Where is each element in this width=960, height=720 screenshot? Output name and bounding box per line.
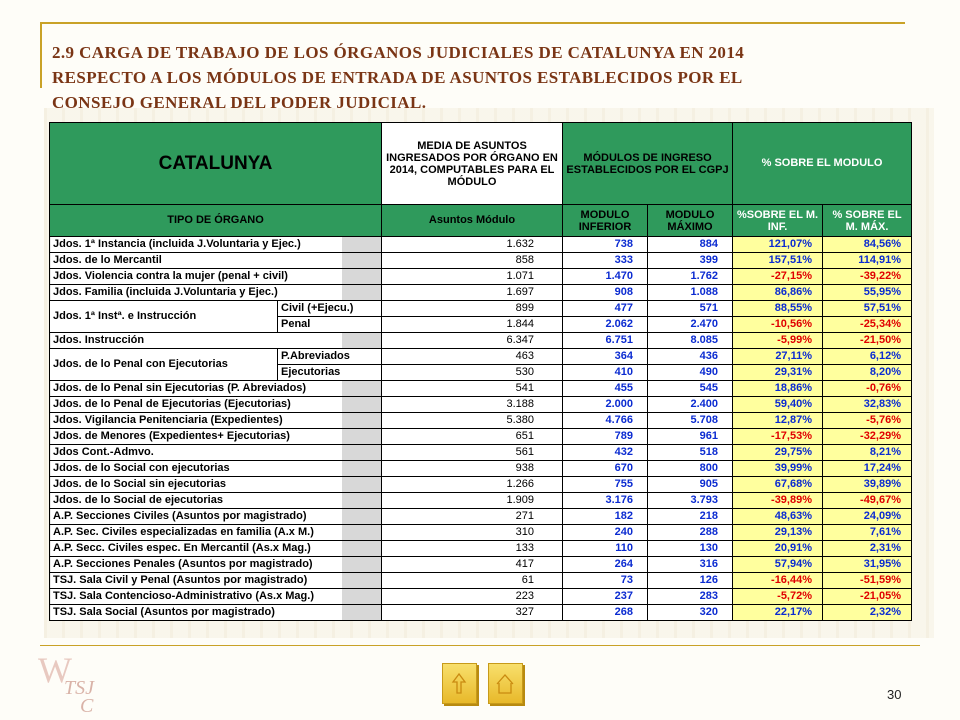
module-maximo-cell: 3.793 (648, 493, 733, 509)
organ-type-cell: Jdos. de lo Social de ejecutorias (50, 493, 382, 509)
module-maximo-cell: 399 (648, 253, 733, 269)
pct-inferior-cell: 157,51% (733, 253, 823, 269)
home-icon (489, 664, 522, 703)
table-row (50, 397, 912, 413)
table-row (50, 333, 912, 349)
module-maximo-cell: 5.708 (648, 413, 733, 429)
module-maximo-cell: 961 (648, 429, 733, 445)
organ-type-cell: Jdos. de lo Penal de Ejecutorias (Ejecutorias) (50, 397, 382, 413)
pct-inferior-cell: 67,68% (733, 477, 823, 493)
table-row (50, 253, 912, 269)
asuntos-cell: 417 (382, 557, 563, 573)
table-row (50, 477, 912, 493)
organ-type-cell: Jdos. Vigilancia Penitenciaria (Expedientes) (50, 413, 382, 429)
module-inferior-cell: 410 (563, 365, 648, 381)
pct-maximo-cell: 39,89% (823, 477, 912, 493)
asuntos-cell: 1.632 (382, 237, 563, 253)
module-inferior-cell: 333 (563, 253, 648, 269)
previous-button[interactable] (442, 663, 477, 704)
asuntos-cell: 133 (382, 541, 563, 557)
organ-type-cell: A.P. Secc. Civiles espec. En Mercantil (As.x Mag.) (50, 541, 382, 557)
asuntos-cell: 327 (382, 605, 563, 621)
table-row (50, 349, 912, 365)
module-maximo-cell: 316 (648, 557, 733, 573)
module-maximo-cell: 800 (648, 461, 733, 477)
module-maximo-cell: 320 (648, 605, 733, 621)
pct-inferior-cell: -5,99% (733, 333, 823, 349)
pct-maximo-cell: 114,91% (823, 253, 912, 269)
module-maximo-cell: 218 (648, 509, 733, 525)
pct-maximo-cell: -49,67% (823, 493, 912, 509)
module-inferior-cell: 3.176 (563, 493, 648, 509)
asuntos-cell: 561 (382, 445, 563, 461)
module-inferior-cell: 789 (563, 429, 648, 445)
module-maximo-cell: 283 (648, 589, 733, 605)
table-row (50, 509, 912, 525)
pct-inferior-cell: 20,91% (733, 541, 823, 557)
module-maximo-cell: 2.400 (648, 397, 733, 413)
pct-maximo-cell: -5,76% (823, 413, 912, 429)
pct-maximo-cell: -51,59% (823, 573, 912, 589)
module-maximo-cell: 571 (648, 301, 733, 317)
pct-maximo-cell: 57,51% (823, 301, 912, 317)
pct-inferior-cell: -16,44% (733, 573, 823, 589)
svg-text:TSJ: TSJ (64, 677, 94, 699)
module-inferior-cell: 4.766 (563, 413, 648, 429)
media-header: MEDIA DE ASUNTOS INGRESADOS POR ÓRGANO EN 2014, COMPUTABLES PARA EL MÓDULO (382, 123, 563, 205)
module-inferior-cell: 264 (563, 557, 648, 573)
asuntos-cell: 899 (382, 301, 563, 317)
module-maximo-cell: 8.085 (648, 333, 733, 349)
module-maximo-cell: 1.762 (648, 269, 733, 285)
organ-subtype-cell: P.Abreviados (278, 349, 382, 365)
left-rule (40, 22, 42, 88)
asuntos-cell: 5.380 (382, 413, 563, 429)
pct-inferior-cell: 27,11% (733, 349, 823, 365)
organ-type-cell: TSJ. Sala Civil y Penal (Asuntos por magistrado) (50, 573, 382, 589)
organ-type-cell: Jdos. 1ª Instª. e Instrucción (50, 301, 278, 333)
asuntos-cell: 1.909 (382, 493, 563, 509)
table-row (50, 557, 912, 573)
module-inferior-cell: 1.470 (563, 269, 648, 285)
module-inferior-cell: 182 (563, 509, 648, 525)
table-row (50, 269, 912, 285)
module-inferior-cell: 364 (563, 349, 648, 365)
module-inferior-cell: 455 (563, 381, 648, 397)
module-maximo-cell: 490 (648, 365, 733, 381)
organ-type-cell: Jdos Cont.-Admvo. (50, 445, 382, 461)
organ-type-cell: Jdos. 1ª Instancia (incluida J.Voluntaria y Ejec.) (50, 237, 382, 253)
asuntos-cell: 938 (382, 461, 563, 477)
organ-type-cell: Jdos. de lo Penal con Ejecutorias (50, 349, 278, 381)
organ-type-cell: A.P. Secciones Civiles (Asuntos por magistrado) (50, 509, 382, 525)
module-inferior-cell: 2.062 (563, 317, 648, 333)
asuntos-cell: 1.266 (382, 477, 563, 493)
asuntos-cell: 61 (382, 573, 563, 589)
organ-subtype-cell: Penal (278, 317, 382, 333)
pct-maximo-cell: 84,56% (823, 237, 912, 253)
table-row (50, 413, 912, 429)
module-maximo-cell: 288 (648, 525, 733, 541)
pct-maximo-cell: -21,05% (823, 589, 912, 605)
module-maximo-cell: 2.470 (648, 317, 733, 333)
organ-type-cell: Jdos. de Menores (Expedientes+ Ejecutorias) (50, 429, 382, 445)
asuntos-cell: 858 (382, 253, 563, 269)
organ-type-cell: A.P. Sec. Civiles especializadas en familia (A.x M.) (50, 525, 382, 541)
asuntos-cell: 530 (382, 365, 563, 381)
asuntos-cell: 223 (382, 589, 563, 605)
asuntos-cell: 463 (382, 349, 563, 365)
asuntos-cell: 6.347 (382, 333, 563, 349)
organ-type-cell: TSJ. Sala Contencioso-Administrativo (As.x Mag.) (50, 589, 382, 605)
organ-type-cell: A.P. Secciones Penales (Asuntos por magistrado) (50, 557, 382, 573)
pct-inferior-cell: 29,75% (733, 445, 823, 461)
asuntos-cell: 1.071 (382, 269, 563, 285)
pct-inferior-cell: 59,40% (733, 397, 823, 413)
tipo-header: TIPO DE ÓRGANO (50, 205, 382, 237)
module-maximo-cell: 1.088 (648, 285, 733, 301)
module-inferior-cell: 738 (563, 237, 648, 253)
pct-maximo-cell: 17,24% (823, 461, 912, 477)
svg-text:C: C (80, 695, 94, 714)
organ-type-cell: Jdos. Violencia contra la mujer (penal + civil) (50, 269, 382, 285)
pct-inferior-cell: 22,17% (733, 605, 823, 621)
pct-maximo-cell: 7,61% (823, 525, 912, 541)
pct-maximo-cell: 6,12% (823, 349, 912, 365)
pct-maximo-cell: 8,20% (823, 365, 912, 381)
asuntos-cell: 310 (382, 525, 563, 541)
module-maximo-cell: 126 (648, 573, 733, 589)
asuntos-header: Asuntos Módulo (382, 205, 563, 237)
modulos-header: MÓDULOS DE INGRESO ESTABLECIDOS POR EL CGPJ (563, 123, 733, 205)
table-row (50, 525, 912, 541)
asuntos-cell: 3.188 (382, 397, 563, 413)
organ-type-cell: TSJ. Sala Social (Asuntos por magistrado) (50, 605, 382, 621)
pct-inferior-cell: -10,56% (733, 317, 823, 333)
table-row (50, 445, 912, 461)
workload-table (49, 122, 912, 621)
module-inferior-cell: 908 (563, 285, 648, 301)
pct-max-header: % SOBRE EL M. MÁX. (823, 205, 912, 237)
title-line: RESPECTO A LOS MÓDULOS DE ENTRADA DE ASUNTOS ESTABLECIDOS POR EL (52, 68, 743, 87)
module-inferior-cell: 477 (563, 301, 648, 317)
pct-inferior-cell: 18,86% (733, 381, 823, 397)
home-button[interactable] (488, 663, 523, 704)
table-row (50, 605, 912, 621)
organ-subtype-cell: Civil (+Ejecu.) (278, 301, 382, 317)
pct-maximo-cell: 2,31% (823, 541, 912, 557)
table-row (50, 285, 912, 301)
pct-inferior-cell: 29,13% (733, 525, 823, 541)
title-line: CONSEJO GENERAL DEL PODER JUDICIAL. (52, 93, 427, 112)
pct-maximo-cell: -39,22% (823, 269, 912, 285)
module-maximo-cell: 130 (648, 541, 733, 557)
up-arrow-icon (443, 664, 476, 703)
pct-inferior-cell: 88,55% (733, 301, 823, 317)
organ-type-cell: Jdos. de lo Social sin ejecutorias (50, 477, 382, 493)
module-inferior-cell: 240 (563, 525, 648, 541)
bottom-rule (40, 645, 920, 646)
module-maximo-cell: 518 (648, 445, 733, 461)
organ-type-cell: Jdos. Instrucción (50, 333, 382, 349)
table-body (50, 123, 912, 621)
table-row (50, 381, 912, 397)
tsj-logo-icon (36, 648, 106, 714)
pct-inferior-cell: 57,94% (733, 557, 823, 573)
table-row (50, 541, 912, 557)
pct-inferior-cell: 121,07% (733, 237, 823, 253)
pct-inferior-cell: 39,99% (733, 461, 823, 477)
pct-maximo-cell: 31,95% (823, 557, 912, 573)
region-header: CATALUNYA (50, 123, 382, 205)
pct-inferior-cell: 86,86% (733, 285, 823, 301)
pct-header: % SOBRE EL MODULO (733, 123, 912, 205)
pct-maximo-cell: 8,21% (823, 445, 912, 461)
module-inferior-cell: 268 (563, 605, 648, 621)
mod-max-header: MODULO MÁXIMO (648, 205, 733, 237)
module-inferior-cell: 670 (563, 461, 648, 477)
organ-type-cell: Jdos. Familia (incluida J.Voluntaria y Ejec.) (50, 285, 382, 301)
table-row (50, 573, 912, 589)
asuntos-cell: 1.697 (382, 285, 563, 301)
asuntos-cell: 271 (382, 509, 563, 525)
pct-maximo-cell: -0,76% (823, 381, 912, 397)
table-row (50, 461, 912, 477)
pct-maximo-cell: -25,34% (823, 317, 912, 333)
module-inferior-cell: 237 (563, 589, 648, 605)
pct-inferior-cell: 12,87% (733, 413, 823, 429)
table-row (50, 493, 912, 509)
pct-inferior-cell: -5,72% (733, 589, 823, 605)
organ-type-cell: Jdos. de lo Mercantil (50, 253, 382, 269)
title-line: 2.9 CARGA DE TRABAJO DE LOS ÓRGANOS JUDICIALES DE CATALUNYA EN 2014 (52, 43, 745, 62)
module-inferior-cell: 73 (563, 573, 648, 589)
pct-inferior-cell: -27,15% (733, 269, 823, 285)
module-maximo-cell: 905 (648, 477, 733, 493)
mod-inf-header: MODULO INFERIOR (563, 205, 648, 237)
module-inferior-cell: 2.000 (563, 397, 648, 413)
module-maximo-cell: 884 (648, 237, 733, 253)
module-maximo-cell: 545 (648, 381, 733, 397)
module-inferior-cell: 755 (563, 477, 648, 493)
module-inferior-cell: 6.751 (563, 333, 648, 349)
module-inferior-cell: 110 (563, 541, 648, 557)
svg-text:W: W (38, 650, 72, 690)
module-maximo-cell: 436 (648, 349, 733, 365)
subheader-row (50, 205, 912, 237)
organ-type-cell: Jdos. de lo Penal sin Ejecutorias (P. Abreviados) (50, 381, 382, 397)
pct-inferior-cell: -39,89% (733, 493, 823, 509)
pct-inferior-cell: -17,53% (733, 429, 823, 445)
organ-subtype-cell: Ejecutorias (278, 365, 382, 381)
pct-maximo-cell: -32,29% (823, 429, 912, 445)
organ-type-cell: Jdos. de lo Social con ejecutorias (50, 461, 382, 477)
pct-inferior-cell: 29,31% (733, 365, 823, 381)
pct-maximo-cell: 24,09% (823, 509, 912, 525)
table-row (50, 589, 912, 605)
pct-maximo-cell: 32,83% (823, 397, 912, 413)
table-row (50, 237, 912, 253)
pct-maximo-cell: -21,50% (823, 333, 912, 349)
asuntos-cell: 651 (382, 429, 563, 445)
table-row (50, 429, 912, 445)
asuntos-cell: 1.844 (382, 317, 563, 333)
module-inferior-cell: 432 (563, 445, 648, 461)
top-rule (40, 22, 905, 24)
pct-maximo-cell: 55,95% (823, 285, 912, 301)
pct-maximo-cell: 2,32% (823, 605, 912, 621)
pct-inferior-cell: 48,63% (733, 509, 823, 525)
page-number: 30 (887, 687, 902, 702)
header-row (50, 123, 912, 205)
pct-inf-header: %SOBRE EL M. INF. (733, 205, 823, 237)
page-title (52, 40, 912, 115)
asuntos-cell: 541 (382, 381, 563, 397)
table-row (50, 301, 912, 317)
